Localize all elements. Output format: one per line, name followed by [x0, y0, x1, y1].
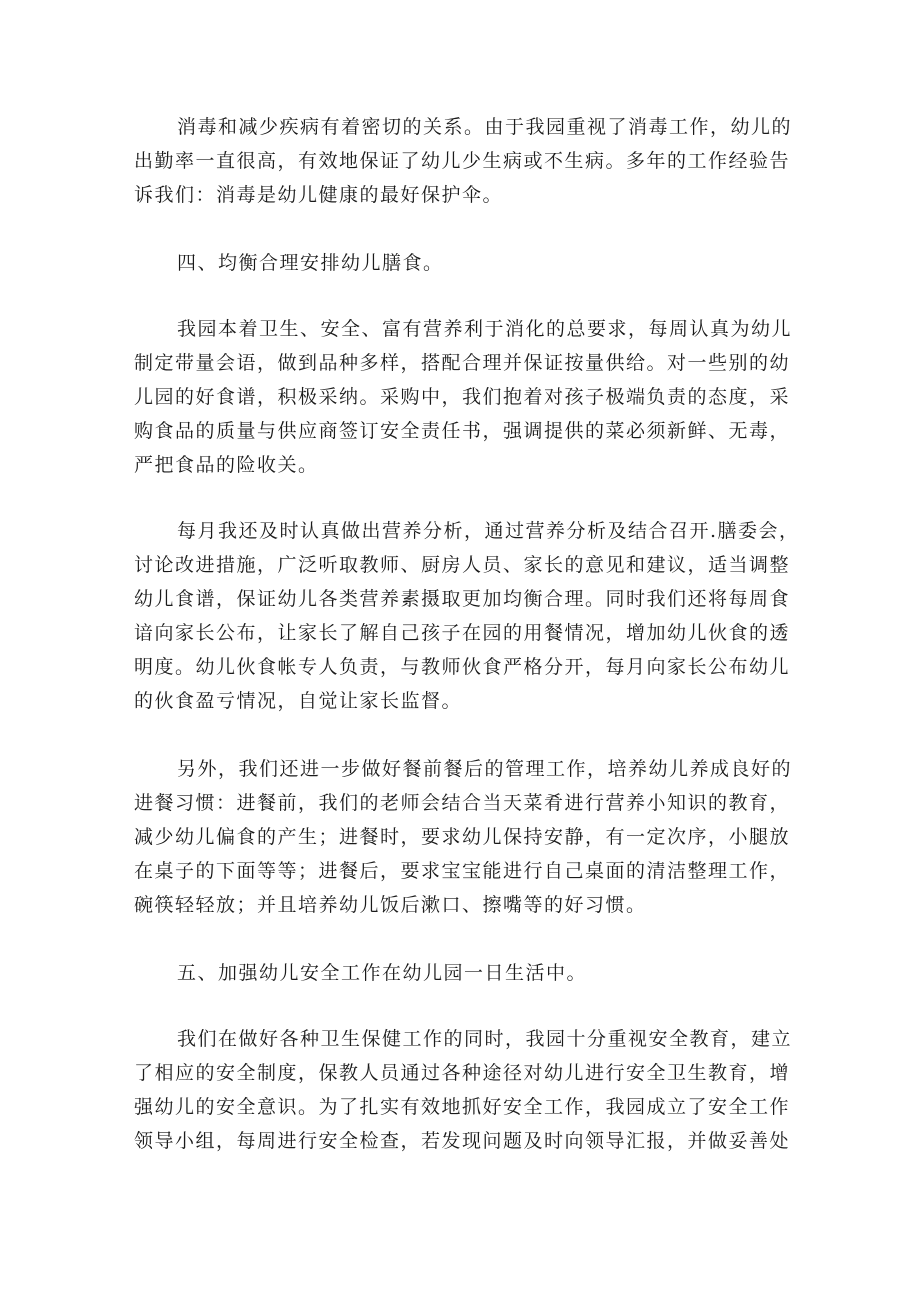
paragraph-safety-work — [134, 1022, 793, 1158]
text-line: 出勤率一直很高，有效地保证了幼儿少生病或不生病。多年的工作经验告 — [134, 150, 791, 172]
text-line: 强幼儿的安全意识。为了扎实有效地抓好安全工作，我园成立了安全工作 — [134, 1096, 791, 1118]
paragraph-diet-requirements — [134, 312, 793, 482]
text-line: 了相应的安全制度，保教人员通过各种途径对幼儿进行安全卫生教育，增 — [134, 1062, 791, 1084]
text-line: 儿园的好食谱，积极采纳。采购中，我们抱着对孩子极端负责的态度，采 — [134, 386, 791, 408]
text-line: 严把食品的险收关。 — [134, 454, 319, 476]
text-line: 碗筷轻轻放；并且培养幼儿饭后漱口、擦嘴等的好习惯。 — [134, 894, 647, 916]
text-line: 的伙食盈亏情况，自觉让家长监督。 — [134, 690, 463, 712]
text-line: 诉我们：消毒是幼儿健康的最好保护伞。 — [134, 184, 504, 206]
text-line: 我们在做好各种卫生保健工作的同时，我园十分重视安全教育，建立 — [177, 1028, 793, 1050]
text-line: 明度。幼儿伙食帐专人负责，与教师伙食严格分开，每月向家长公布幼儿 — [134, 656, 791, 678]
text-line: 每月我还及时认真做出营养分析，通过营养分析及结合召开.膳委会， — [177, 520, 800, 542]
text-line: 幼儿食谱，保证幼儿各类营养素摄取更加均衡合理。同时我们还将每周食 — [134, 588, 791, 610]
text-line: 我园本着卫生、安全、富有营养利于消化的总要求，每周认真为幼儿 — [177, 318, 793, 340]
section-heading-4: 四、均衡合理安排幼儿膳食。 — [177, 252, 444, 274]
text-line: 谙向家长公布，让家长了解自己孩子在园的用餐情况，增加幼儿伙食的透 — [134, 622, 791, 644]
text-line: 领导小组，每周进行安全检查，若发现问题及时向领导汇报，并做妥善处 — [134, 1130, 791, 1152]
section-heading-5: 五、加强幼儿安全工作在幼儿园一日生活中。 — [177, 962, 588, 984]
paragraph-disinfection — [134, 110, 793, 212]
text-line: 减少幼儿偏食的产生；进餐时，要求幼儿保持安静，有一定次序，小腿放 — [134, 826, 791, 848]
text-line: 在桌子的下面等等；进餐后，要求宝宝能进行自己桌面的清洁整理工作， — [134, 860, 791, 882]
text-line: 购食品的质量与供应商签订安全责任书，强调提供的菜必须新鲜、无毒， — [134, 420, 791, 442]
text-line: 另外，我们还进一步做好餐前餐后的管理工作，培养幼儿养成良好的 — [177, 758, 793, 780]
text-line: 讨论改进措施，广泛听取教师、厨房人员、家长的意见和建议，适当调整 — [134, 554, 791, 576]
text-line: 制定带量会语，做到品种多样，搭配合理并保证按量供给。对一些别的幼 — [134, 352, 791, 374]
paragraph-mealtime-habits — [134, 752, 793, 922]
paragraph-nutrition-analysis — [134, 514, 800, 718]
text-line: 进餐习惯：进餐前，我们的老师会结合当天菜肴进行营养小知识的教育， — [134, 792, 791, 814]
text-line: 消毒和减少疾病有着密切的关系。由于我园重视了消毒工作，幼儿的 — [177, 116, 793, 138]
